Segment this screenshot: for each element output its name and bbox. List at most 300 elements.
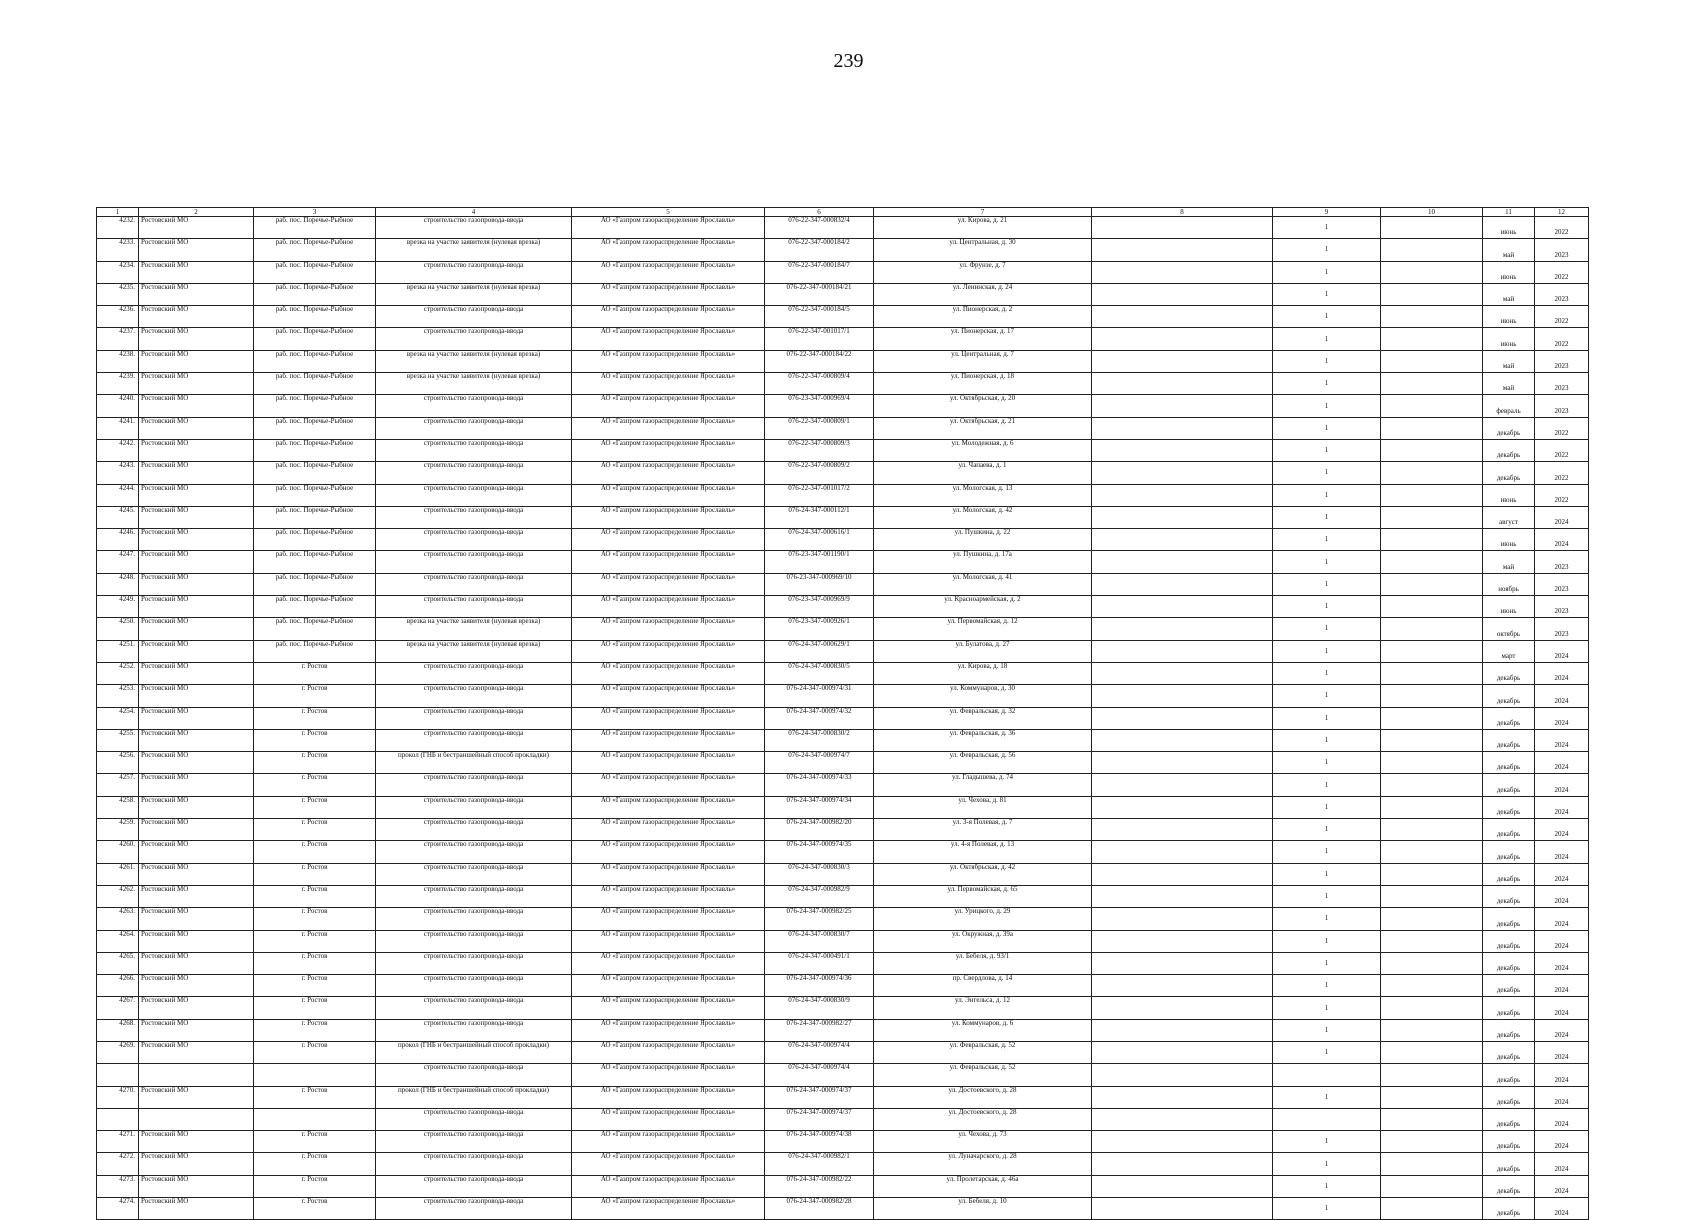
table-row: [97, 952, 1589, 974]
column-8-cell: [1092, 328, 1273, 350]
year-cell: 2022: [1535, 306, 1589, 328]
column-8-cell: [1092, 1108, 1273, 1130]
municipality-cell: Ростовский МО: [139, 930, 254, 952]
settlement-cell: раб. пос. Поречье-Рыбное: [254, 417, 376, 439]
address-cell: ул. Молодежная, д. 6: [874, 439, 1092, 461]
work-type-cell: строительство газопровода-ввода: [376, 217, 572, 239]
column-8-cell: [1092, 1175, 1273, 1197]
address-cell: ул. Достоевского, д. 28: [874, 1108, 1092, 1130]
address-cell: ул. Чехова, д. 81: [874, 796, 1092, 818]
column-10-cell: [1381, 841, 1483, 863]
address-cell: ул. 4-я Полевая, д. 13: [874, 841, 1092, 863]
municipality-cell: Ростовский МО: [139, 975, 254, 997]
year-cell: 2022: [1535, 462, 1589, 484]
header-row: [97, 208, 1589, 217]
row-number-cell: 4235.: [97, 283, 139, 305]
settlement-cell: раб. пос. Поречье-Рыбное: [254, 328, 376, 350]
address-cell: ул. Февральская, д. 32: [874, 707, 1092, 729]
month-cell: июнь: [1483, 261, 1535, 283]
month-cell: декабрь: [1483, 752, 1535, 774]
row-number-cell: 4246.: [97, 529, 139, 551]
application-number-cell: 076-24-347-000982/1: [765, 1153, 874, 1175]
address-cell: ул. Октябрьская, д. 42: [874, 863, 1092, 885]
application-number-cell: 076-24-347-000974/7: [765, 752, 874, 774]
table-row: [97, 1108, 1589, 1130]
work-type-cell: строительство газопровода-ввода: [376, 1019, 572, 1041]
year-cell: 2024: [1535, 997, 1589, 1019]
settlement-cell: раб. пос. Поречье-Рыбное: [254, 350, 376, 372]
year-cell: 2023: [1535, 573, 1589, 595]
application-number-cell: 076-24-347-000974/32: [765, 707, 874, 729]
column-8-cell: [1092, 774, 1273, 796]
month-cell: декабрь: [1483, 885, 1535, 907]
work-type-cell: строительство газопровода-ввода: [376, 462, 572, 484]
settlement-cell: раб. пос. Поречье-Рыбное: [254, 551, 376, 573]
column-8-cell: [1092, 819, 1273, 841]
organization-cell: АО «Газпром газораспределение Ярославль»: [572, 439, 765, 461]
application-number-cell: 076-24-347-000982/9: [765, 885, 874, 907]
table-row: [97, 729, 1589, 751]
row-number-cell: 4240.: [97, 395, 139, 417]
organization-cell: АО «Газпром газораспределение Ярославль»: [572, 306, 765, 328]
column-8-cell: [1092, 796, 1273, 818]
year-cell: 2024: [1535, 529, 1589, 551]
quantity-cell: 1: [1273, 484, 1381, 506]
organization-cell: АО «Газпром газораспределение Ярославль»: [572, 997, 765, 1019]
table-row: [97, 1086, 1589, 1108]
work-type-cell: строительство газопровода-ввода: [376, 1198, 572, 1220]
organization-cell: АО «Газпром газораспределение Ярославль»: [572, 1019, 765, 1041]
column-10-cell: [1381, 863, 1483, 885]
column-8-cell: [1092, 975, 1273, 997]
settlement-cell: г. Ростов: [254, 729, 376, 751]
column-10-cell: [1381, 373, 1483, 395]
month-cell: декабрь: [1483, 863, 1535, 885]
settlement-cell: г. Ростов: [254, 707, 376, 729]
application-number-cell: 076-23-347-001190/1: [765, 551, 874, 573]
column-8-cell: [1092, 752, 1273, 774]
settlement-cell: раб. пос. Поречье-Рыбное: [254, 573, 376, 595]
application-number-cell: 076-24-347-000982/27: [765, 1019, 874, 1041]
column-8-cell: [1092, 1064, 1273, 1086]
column-8-cell: [1092, 596, 1273, 618]
municipality-cell: Ростовский МО: [139, 908, 254, 930]
quantity-cell: 1: [1273, 1198, 1381, 1220]
work-type-cell: строительство газопровода-ввода: [376, 952, 572, 974]
quantity-cell: 1: [1273, 863, 1381, 885]
quantity-cell: 1: [1273, 685, 1381, 707]
settlement-cell: г. Ростов: [254, 863, 376, 885]
column-10-cell: [1381, 796, 1483, 818]
work-type-cell: врезка на участке заявителя (нулевая врезка): [376, 640, 572, 662]
address-cell: ул. Февральская, д. 52: [874, 1064, 1092, 1086]
column-8-cell: [1092, 908, 1273, 930]
table-row: [97, 1019, 1589, 1041]
row-number-cell: 4261.: [97, 863, 139, 885]
row-number-cell: 4247.: [97, 551, 139, 573]
municipality-cell: Ростовский МО: [139, 774, 254, 796]
municipality-cell: Ростовский МО: [139, 283, 254, 305]
work-type-cell: строительство газопровода-ввода: [376, 729, 572, 751]
table-row: [97, 306, 1589, 328]
application-number-cell: 076-24-347-000982/28: [765, 1198, 874, 1220]
year-cell: 2024: [1535, 774, 1589, 796]
work-type-cell: строительство газопровода-ввода: [376, 796, 572, 818]
column-10-cell: [1381, 774, 1483, 796]
application-number-cell: 076-22-347-000809/3: [765, 439, 874, 461]
application-number-cell: 076-22-347-001017/1: [765, 328, 874, 350]
work-type-cell: прокол (ГНБ и бестраншейный способ прокладки): [376, 1041, 572, 1063]
year-cell: 2024: [1535, 885, 1589, 907]
quantity-cell: 1: [1273, 462, 1381, 484]
settlement-cell: г. Ростов: [254, 685, 376, 707]
work-type-cell: строительство газопровода-ввода: [376, 417, 572, 439]
column-8-cell: [1092, 373, 1273, 395]
column-10-cell: [1381, 1131, 1483, 1153]
month-cell: декабрь: [1483, 1041, 1535, 1063]
year-cell: 2024: [1535, 729, 1589, 751]
column-8-cell: [1092, 551, 1273, 573]
quantity-cell: 1: [1273, 439, 1381, 461]
quantity-cell: 1: [1273, 1131, 1381, 1153]
column-10-cell: [1381, 529, 1483, 551]
quantity-cell: 1: [1273, 573, 1381, 595]
application-number-cell: 076-24-347-000982/25: [765, 908, 874, 930]
row-number-cell: 4234.: [97, 261, 139, 283]
column-8-cell: [1092, 952, 1273, 974]
year-cell: 2024: [1535, 707, 1589, 729]
row-number-cell: 4249.: [97, 596, 139, 618]
year-cell: 2022: [1535, 484, 1589, 506]
work-type-cell: строительство газопровода-ввода: [376, 506, 572, 528]
month-cell: декабрь: [1483, 841, 1535, 863]
year-cell: 2024: [1535, 796, 1589, 818]
year-cell: 2024: [1535, 1108, 1589, 1130]
row-number-cell: 4243.: [97, 462, 139, 484]
column-8-cell: [1092, 729, 1273, 751]
address-cell: ул. Центральная, д. 7: [874, 350, 1092, 372]
work-type-cell: строительство газопровода-ввода: [376, 685, 572, 707]
municipality-cell: Ростовский МО: [139, 819, 254, 841]
column-8-cell: [1092, 573, 1273, 595]
organization-cell: АО «Газпром газораспределение Ярославль»: [572, 1086, 765, 1108]
organization-cell: АО «Газпром газораспределение Ярославль»: [572, 529, 765, 551]
work-type-cell: прокол (ГНБ и бестраншейный способ прокладки): [376, 1086, 572, 1108]
table-row: [97, 1153, 1589, 1175]
quantity-cell: 1: [1273, 819, 1381, 841]
column-8-cell: [1092, 217, 1273, 239]
month-cell: июнь: [1483, 328, 1535, 350]
address-cell: ул. Коммунаров, д. 6: [874, 1019, 1092, 1041]
quantity-cell: 1: [1273, 930, 1381, 952]
work-type-cell: врезка на участке заявителя (нулевая врезка): [376, 618, 572, 640]
work-type-cell: прокол (ГНБ и бестраншейный способ прокладки): [376, 752, 572, 774]
organization-cell: АО «Газпром газораспределение Ярославль»: [572, 618, 765, 640]
municipality-cell: Ростовский МО: [139, 841, 254, 863]
table-row: [97, 395, 1589, 417]
application-number-cell: 076-24-347-000974/37: [765, 1108, 874, 1130]
quantity-cell: 1: [1273, 217, 1381, 239]
address-cell: ул. Кирова, д. 18: [874, 662, 1092, 684]
application-number-cell: 076-22-347-000184/7: [765, 261, 874, 283]
table-row: [97, 1198, 1589, 1220]
table-row: [97, 885, 1589, 907]
organization-cell: АО «Газпром газораспределение Ярославль»: [572, 752, 765, 774]
work-type-cell: строительство газопровода-ввода: [376, 596, 572, 618]
municipality-cell: Ростовский МО: [139, 1019, 254, 1041]
municipality-cell: Ростовский МО: [139, 662, 254, 684]
column-header-12: 12: [1535, 208, 1589, 217]
year-cell: 2023: [1535, 350, 1589, 372]
table-row: [97, 752, 1589, 774]
organization-cell: АО «Газпром газораспределение Ярославль»: [572, 1064, 765, 1086]
month-cell: декабрь: [1483, 462, 1535, 484]
column-8-cell: [1092, 618, 1273, 640]
settlement-cell: раб. пос. Поречье-Рыбное: [254, 373, 376, 395]
address-cell: ул. Достоевского, д. 28: [874, 1086, 1092, 1108]
quantity-cell: 1: [1273, 975, 1381, 997]
work-type-cell: строительство газопровода-ввода: [376, 306, 572, 328]
table-row: [97, 685, 1589, 707]
organization-cell: АО «Газпром газораспределение Ярославль»: [572, 395, 765, 417]
row-number-cell: 4269.: [97, 1041, 139, 1063]
work-type-cell: строительство газопровода-ввода: [376, 930, 572, 952]
row-number-cell: [97, 1064, 139, 1086]
organization-cell: АО «Газпром газораспределение Ярославль»: [572, 662, 765, 684]
settlement-cell: г. Ростов: [254, 752, 376, 774]
column-10-cell: [1381, 217, 1483, 239]
month-cell: декабрь: [1483, 1019, 1535, 1041]
year-cell: 2024: [1535, 841, 1589, 863]
application-number-cell: 076-24-347-000629/1: [765, 640, 874, 662]
municipality-cell: Ростовский МО: [139, 997, 254, 1019]
organization-cell: АО «Газпром газораспределение Ярославль»: [572, 239, 765, 261]
quantity-cell: 1: [1273, 952, 1381, 974]
municipality-cell: [139, 1064, 254, 1086]
address-cell: ул. Пионерская, д. 18: [874, 373, 1092, 395]
row-number-cell: [97, 1108, 139, 1130]
municipality-cell: Ростовский МО: [139, 350, 254, 372]
organization-cell: АО «Газпром газораспределение Ярославль»: [572, 774, 765, 796]
table-row: [97, 1175, 1589, 1197]
municipality-cell: Ростовский МО: [139, 1175, 254, 1197]
settlement-cell: г. Ростов: [254, 662, 376, 684]
address-cell: ул. Мологская, д. 13: [874, 484, 1092, 506]
year-cell: 2024: [1535, 863, 1589, 885]
row-number-cell: 4251.: [97, 640, 139, 662]
organization-cell: АО «Газпром газораспределение Ярославль»: [572, 1198, 765, 1220]
application-number-cell: 076-24-347-000112/1: [765, 506, 874, 528]
month-cell: июнь: [1483, 529, 1535, 551]
municipality-cell: Ростовский МО: [139, 462, 254, 484]
row-number-cell: 4239.: [97, 373, 139, 395]
column-10-cell: [1381, 662, 1483, 684]
quantity-cell: 1: [1273, 350, 1381, 372]
settlement-cell: раб. пос. Поречье-Рыбное: [254, 395, 376, 417]
table-row: [97, 774, 1589, 796]
year-cell: 2024: [1535, 930, 1589, 952]
row-number-cell: 4259.: [97, 819, 139, 841]
table-row: [97, 439, 1589, 461]
column-8-cell: [1092, 350, 1273, 372]
application-number-cell: 076-22-347-000809/1: [765, 417, 874, 439]
settlement-cell: г. Ростов: [254, 908, 376, 930]
application-number-cell: 076-24-347-000974/34: [765, 796, 874, 818]
row-number-cell: 4274.: [97, 1198, 139, 1220]
address-cell: ул. Луначарского, д. 28: [874, 1153, 1092, 1175]
application-number-cell: 076-24-347-000974/31: [765, 685, 874, 707]
municipality-cell: Ростовский МО: [139, 1086, 254, 1108]
column-8-cell: [1092, 283, 1273, 305]
organization-cell: АО «Газпром газораспределение Ярославль»: [572, 417, 765, 439]
quantity-cell: 1: [1273, 752, 1381, 774]
year-cell: 2024: [1535, 1198, 1589, 1220]
quantity-cell: 1: [1273, 596, 1381, 618]
column-10-cell: [1381, 439, 1483, 461]
month-cell: декабрь: [1483, 1064, 1535, 1086]
year-cell: 2024: [1535, 1019, 1589, 1041]
row-number-cell: 4253.: [97, 685, 139, 707]
year-cell: 2024: [1535, 640, 1589, 662]
year-cell: 2024: [1535, 1153, 1589, 1175]
municipality-cell: Ростовский МО: [139, 952, 254, 974]
month-cell: декабрь: [1483, 1198, 1535, 1220]
organization-cell: АО «Газпром газораспределение Ярославль»: [572, 506, 765, 528]
table-row: [97, 551, 1589, 573]
organization-cell: АО «Газпром газораспределение Ярославль»: [572, 796, 765, 818]
settlement-cell: г. Ростов: [254, 1175, 376, 1197]
organization-cell: АО «Газпром газораспределение Ярославль»: [572, 1041, 765, 1063]
work-type-cell: строительство газопровода-ввода: [376, 529, 572, 551]
application-number-cell: 076-22-347-000809/4: [765, 373, 874, 395]
work-type-cell: строительство газопровода-ввода: [376, 1064, 572, 1086]
organization-cell: АО «Газпром газораспределение Ярославль»: [572, 217, 765, 239]
column-10-cell: [1381, 239, 1483, 261]
application-number-cell: 076-23-347-000926/1: [765, 618, 874, 640]
settlement-cell: раб. пос. Поречье-Рыбное: [254, 596, 376, 618]
page-number: 239: [833, 50, 864, 72]
quantity-cell: 1: [1273, 1086, 1381, 1108]
municipality-cell: Ростовский МО: [139, 640, 254, 662]
work-type-cell: строительство газопровода-ввода: [376, 1153, 572, 1175]
address-cell: ул. 3-я Полевая, д. 7: [874, 819, 1092, 841]
organization-cell: АО «Газпром газораспределение Ярославль»: [572, 373, 765, 395]
column-header-4: 4: [376, 208, 572, 217]
month-cell: декабрь: [1483, 439, 1535, 461]
month-cell: декабрь: [1483, 774, 1535, 796]
address-cell: ул. Мологская, д. 42: [874, 506, 1092, 528]
settlement-cell: г. Ростов: [254, 1086, 376, 1108]
municipality-cell: Ростовский МО: [139, 439, 254, 461]
application-number-cell: 076-24-347-000830/7: [765, 930, 874, 952]
column-8-cell: [1092, 997, 1273, 1019]
municipality-cell: Ростовский МО: [139, 506, 254, 528]
application-number-cell: 076-24-347-000616/1: [765, 529, 874, 551]
address-cell: ул. Фрунзе, д. 7: [874, 261, 1092, 283]
municipality-cell: Ростовский МО: [139, 685, 254, 707]
month-cell: июнь: [1483, 484, 1535, 506]
organization-cell: АО «Газпром газораспределение Ярославль»: [572, 573, 765, 595]
application-number-cell: 076-23-347-000969/10: [765, 573, 874, 595]
row-number-cell: 4238.: [97, 350, 139, 372]
table-row: [97, 819, 1589, 841]
column-10-cell: [1381, 930, 1483, 952]
settlement-cell: г. Ростов: [254, 930, 376, 952]
municipality-cell: Ростовский МО: [139, 1041, 254, 1063]
month-cell: май: [1483, 283, 1535, 305]
municipality-cell: Ростовский МО: [139, 1198, 254, 1220]
municipality-cell: Ростовский МО: [139, 1153, 254, 1175]
quantity-cell: 1: [1273, 417, 1381, 439]
quantity-cell: 1: [1273, 395, 1381, 417]
column-8-cell: [1092, 1086, 1273, 1108]
month-cell: декабрь: [1483, 685, 1535, 707]
column-header-5: 5: [572, 208, 765, 217]
column-10-cell: [1381, 462, 1483, 484]
organization-cell: АО «Газпром газораспределение Ярославль»: [572, 863, 765, 885]
organization-cell: АО «Газпром газораспределение Ярославль»: [572, 328, 765, 350]
quantity-cell: 1: [1273, 908, 1381, 930]
column-8-cell: [1092, 506, 1273, 528]
column-10-cell: [1381, 417, 1483, 439]
row-number-cell: 4273.: [97, 1175, 139, 1197]
address-cell: ул. Октябрьская, д. 20: [874, 395, 1092, 417]
settlement-cell: раб. пос. Поречье-Рыбное: [254, 618, 376, 640]
quantity-cell: 1: [1273, 707, 1381, 729]
column-header-3: 3: [254, 208, 376, 217]
year-cell: 2023: [1535, 395, 1589, 417]
column-10-cell: [1381, 952, 1483, 974]
column-8-cell: [1092, 484, 1273, 506]
settlement-cell: раб. пос. Поречье-Рыбное: [254, 439, 376, 461]
year-cell: 2024: [1535, 506, 1589, 528]
month-cell: март: [1483, 640, 1535, 662]
table-row: [97, 975, 1589, 997]
row-number-cell: 4260.: [97, 841, 139, 863]
column-8-cell: [1092, 261, 1273, 283]
municipality-cell: Ростовский МО: [139, 1131, 254, 1153]
work-type-cell: строительство газопровода-ввода: [376, 774, 572, 796]
address-cell: ул. Коммунаров, д. 30: [874, 685, 1092, 707]
work-type-cell: строительство газопровода-ввода: [376, 908, 572, 930]
month-cell: ноябрь: [1483, 573, 1535, 595]
year-cell: 2023: [1535, 373, 1589, 395]
quantity-cell: 1: [1273, 373, 1381, 395]
table-row: [97, 529, 1589, 551]
municipality-cell: Ростовский МО: [139, 796, 254, 818]
quantity-cell: 1: [1273, 506, 1381, 528]
settlement-cell: раб. пос. Поречье-Рыбное: [254, 261, 376, 283]
municipality-cell: Ростовский МО: [139, 618, 254, 640]
quantity-cell: 1: [1273, 1175, 1381, 1197]
quantity-cell: 1: [1273, 551, 1381, 573]
year-cell: 2024: [1535, 1064, 1589, 1086]
address-cell: ул. Февральская, д. 56: [874, 752, 1092, 774]
row-number-cell: 4241.: [97, 417, 139, 439]
address-cell: ул. Пушкина, д. 22: [874, 529, 1092, 551]
row-number-cell: 4265.: [97, 952, 139, 974]
column-10-cell: [1381, 618, 1483, 640]
year-cell: 2022: [1535, 417, 1589, 439]
table-row: [97, 1064, 1589, 1086]
quantity-cell: 1: [1273, 1041, 1381, 1063]
column-10-cell: [1381, 1198, 1483, 1220]
organization-cell: АО «Газпром газораспределение Ярославль»: [572, 841, 765, 863]
work-type-cell: строительство газопровода-ввода: [376, 1175, 572, 1197]
address-cell: ул. Февральская, д. 52: [874, 1041, 1092, 1063]
column-8-cell: [1092, 462, 1273, 484]
table-row: [97, 373, 1589, 395]
